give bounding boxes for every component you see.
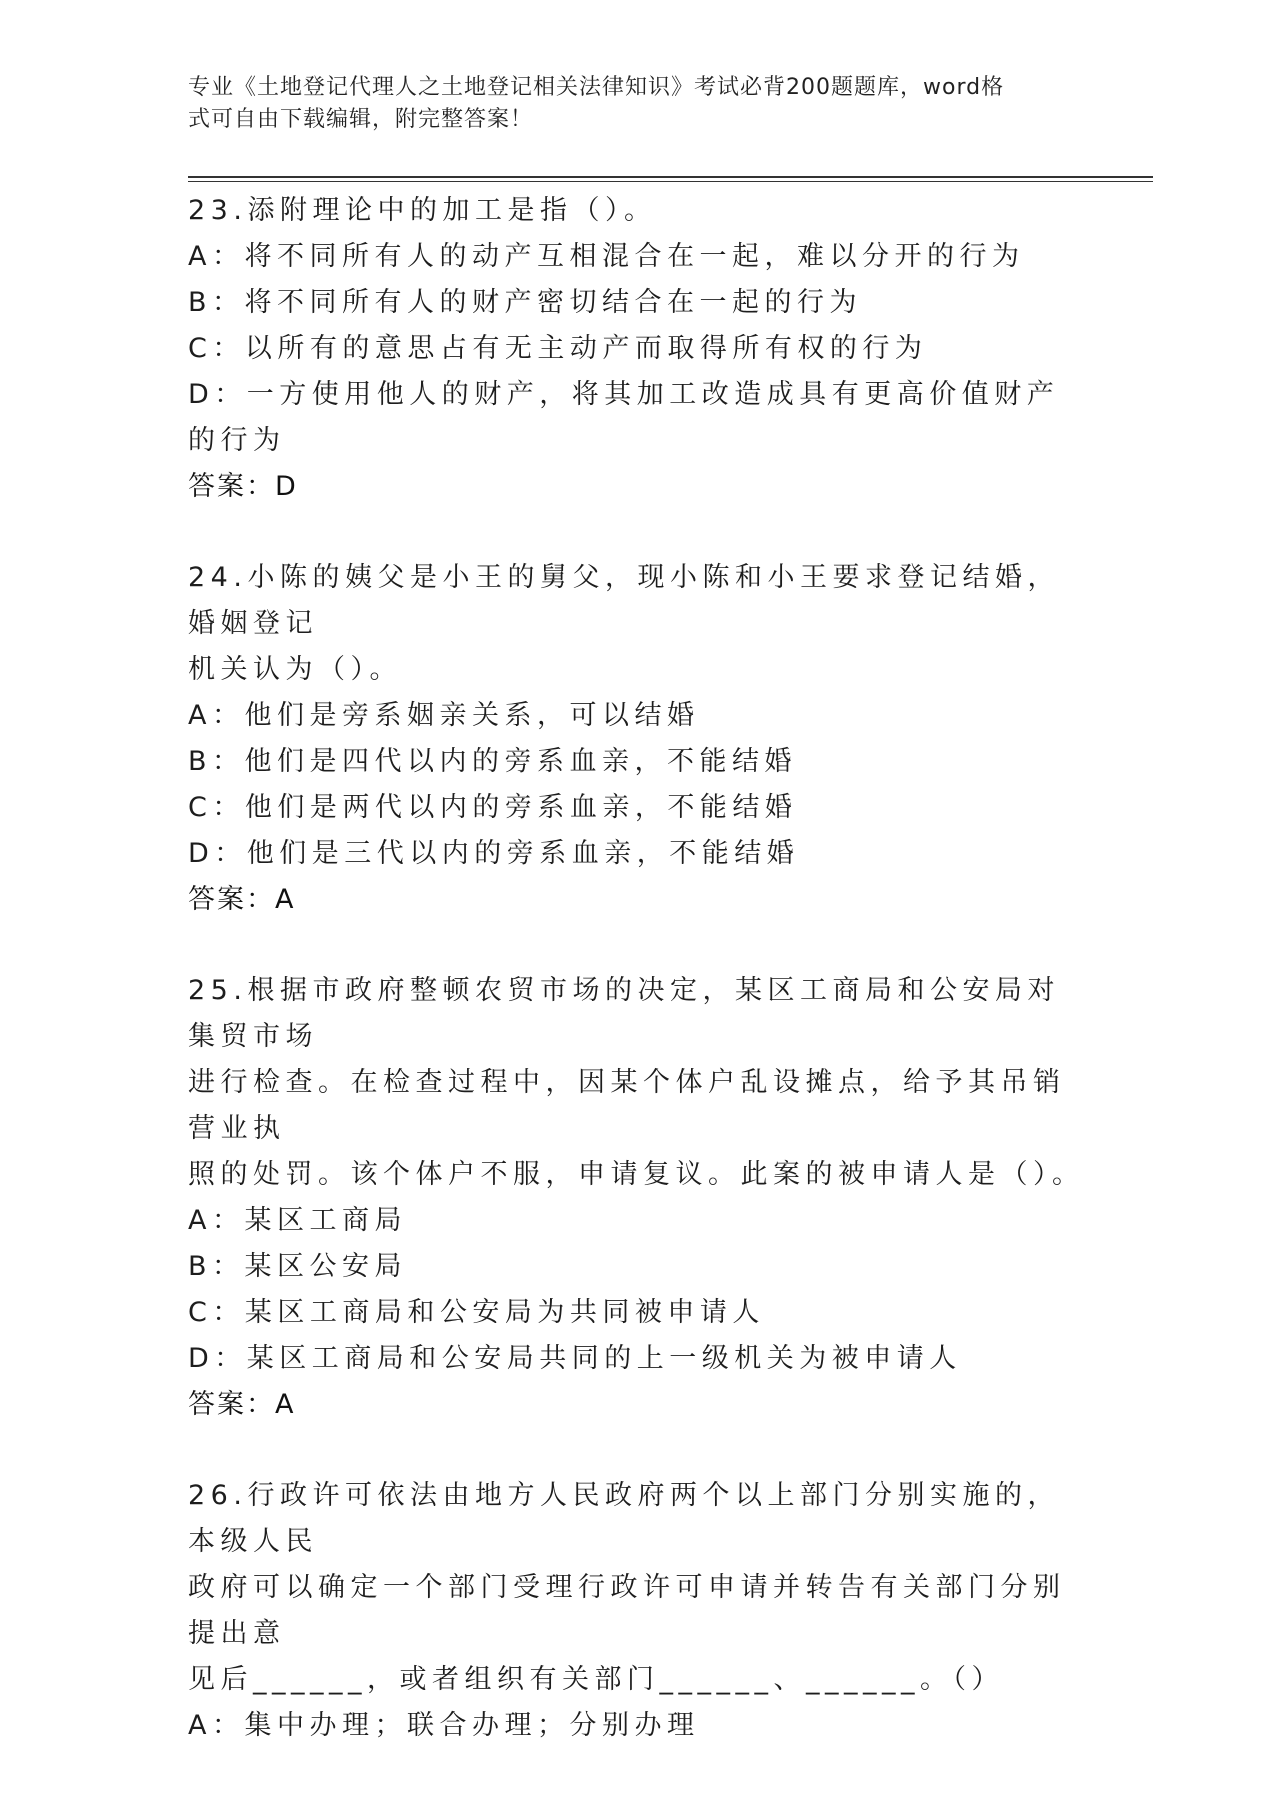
- document-header: [188, 72, 1088, 136]
- header-line-1: 专业《土地登记代理人之土地登记相关法律知识》考试必背200题题库，word格: [188, 75, 1005, 100]
- option-c: C：他们是两代以内的旁系血亲，不能结婚: [188, 792, 798, 823]
- question-text: 机关认为（）。: [188, 654, 402, 685]
- answer-line: 答案：D: [188, 471, 298, 502]
- option-d: D：某区工商局和公安局共同的上一级机关为被申请人: [188, 1343, 962, 1374]
- header-divider-thick: [188, 176, 1153, 178]
- option-b: B：他们是四代以内的旁系血亲，不能结婚: [188, 746, 798, 777]
- option-c: C：某区工商局和公安局为共同被申请人: [188, 1297, 765, 1328]
- question-text: 23.添附理论中的加工是指（）。: [188, 195, 657, 226]
- question-24: [188, 555, 1088, 923]
- answer-line: 答案：A: [188, 884, 296, 915]
- question-list: [188, 188, 1088, 1794]
- option-a: A：将不同所有人的动产互相混合在一起，难以分开的行为: [188, 241, 1025, 272]
- question-26: [188, 1473, 1088, 1749]
- question-25: [188, 968, 1088, 1428]
- answer-line: 答案：A: [188, 1389, 296, 1420]
- header-line-2: 式可自由下载编辑，附完整答案！: [188, 107, 534, 132]
- header-divider-thin: [188, 181, 1153, 182]
- option-b: B：某区公安局: [188, 1251, 408, 1282]
- question-23: [188, 188, 1088, 510]
- question-text: 25.根据市政府整顿农贸市场的决定，某区工商局和公安局对集贸市场: [188, 975, 1060, 1052]
- question-text: 见后______，或者组织有关部门______、______。（）: [188, 1664, 1004, 1695]
- option-b: B：将不同所有人的财产密切结合在一起的行为: [188, 287, 863, 318]
- option-d: D：一方使用他人的财产，将其加工改造成具有更高价值财产的行为: [188, 379, 1060, 456]
- question-text: 政府可以确定一个部门受理行政许可申请并转告有关部门分别提出意: [188, 1572, 1066, 1649]
- question-text: 照的处罚。该个体户不服，申请复议。此案的被申请人是（）。: [188, 1159, 1085, 1190]
- question-text: 24.小陈的姨父是小王的舅父，现小陈和小王要求登记结婚，婚姻登记: [188, 562, 1060, 639]
- option-c: C：以所有的意思占有无主动产而取得所有权的行为: [188, 333, 928, 364]
- question-text: 26.行政许可依法由地方人民政府两个以上部门分别实施的，本级人民: [188, 1480, 1060, 1557]
- option-d: D：他们是三代以内的旁系血亲，不能结婚: [188, 838, 800, 869]
- option-a: A：他们是旁系姻亲关系，可以结婚: [188, 700, 700, 731]
- question-text: 进行检查。在检查过程中，因某个体户乱设摊点，给予其吊销营业执: [188, 1067, 1066, 1144]
- option-a: A：某区工商局: [188, 1205, 407, 1236]
- option-a: A：集中办理；联合办理；分别办理: [188, 1710, 700, 1741]
